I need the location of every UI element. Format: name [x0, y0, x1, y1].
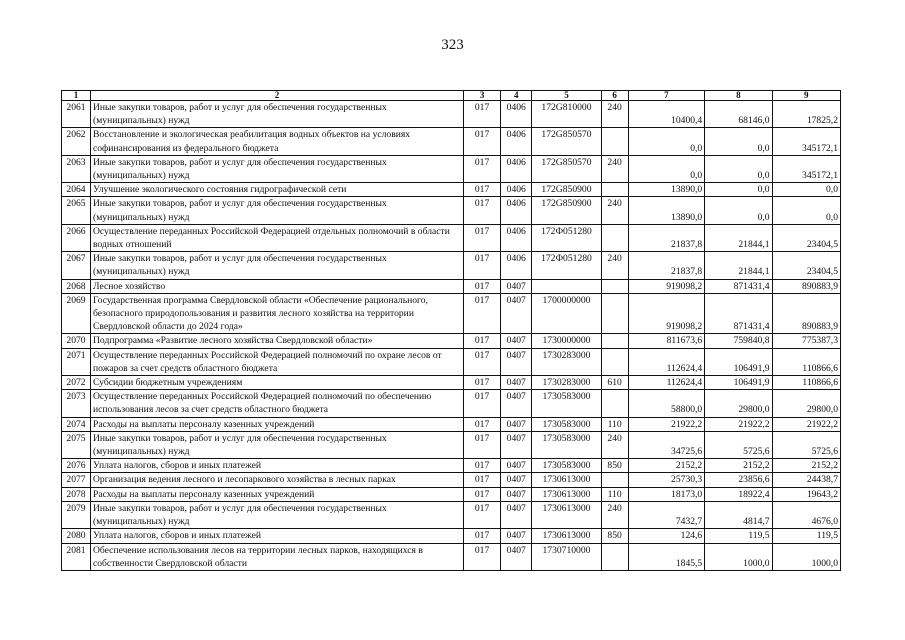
target-article-cell: 1730613000 [532, 529, 601, 543]
target-article-cell: 1730583000 [532, 431, 601, 458]
section-code-cell: 0407 [501, 348, 532, 375]
ministry-code-cell: 017 [463, 390, 500, 417]
amount-cell: 811673,6 [628, 334, 705, 348]
column-header: 5 [532, 91, 601, 101]
ministry-code-cell: 017 [463, 279, 500, 293]
section-code-cell: 0407 [501, 293, 532, 334]
table-row [62, 183, 841, 197]
section-code-cell: 0406 [501, 197, 532, 224]
amount-cell: 0,0 [628, 128, 705, 155]
amount-cell: 23404,5 [772, 224, 840, 251]
row-number-cell: 2061 [62, 101, 91, 128]
row-number-cell: 2063 [62, 155, 91, 182]
amount-cell: 10400,4 [628, 101, 705, 128]
column-header: 9 [772, 91, 840, 101]
section-code-cell: 0407 [501, 543, 532, 570]
ministry-code-cell: 017 [463, 376, 500, 390]
target-article-cell: 1730000000 [532, 334, 601, 348]
amount-cell: 18922,4 [705, 487, 772, 501]
ministry-code-cell: 017 [463, 293, 500, 334]
row-name-cell: Расходы на выплаты персоналу казенных учреждений [91, 487, 464, 501]
amount-cell: 21922,2 [772, 417, 840, 431]
expense-type-cell [601, 543, 628, 570]
row-number-cell: 2075 [62, 431, 91, 458]
amount-cell: 0,0 [772, 183, 840, 197]
expense-type-cell: 240 [601, 101, 628, 128]
section-code-cell: 0406 [501, 101, 532, 128]
table-row [62, 390, 841, 417]
row-number-cell: 2068 [62, 279, 91, 293]
amount-cell: 29800,0 [772, 390, 840, 417]
row-name-cell: Иные закупки товаров, работ и услуг для обеспечения государственных (муниципальных) нужд [91, 197, 464, 224]
amount-cell: 23404,5 [772, 252, 840, 279]
expense-type-cell [601, 473, 628, 487]
row-number-cell: 2071 [62, 348, 91, 375]
amount-cell: 13890,0 [628, 197, 705, 224]
section-code-cell: 0407 [501, 417, 532, 431]
column-header: 3 [463, 91, 500, 101]
amount-cell: 119,5 [772, 529, 840, 543]
amount-cell: 4814,7 [705, 501, 772, 528]
amount-cell: 21837,8 [628, 252, 705, 279]
expense-type-cell: 240 [601, 197, 628, 224]
section-code-cell: 0407 [501, 279, 532, 293]
row-number-cell: 2080 [62, 529, 91, 543]
row-number-cell: 2064 [62, 183, 91, 197]
section-code-cell: 0407 [501, 431, 532, 458]
row-number-cell: 2074 [62, 417, 91, 431]
section-code-cell: 0406 [501, 224, 532, 251]
section-code-cell: 0406 [501, 155, 532, 182]
table-row [62, 487, 841, 501]
ministry-code-cell: 017 [463, 529, 500, 543]
amount-cell: 0,0 [705, 197, 772, 224]
row-number-cell: 2073 [62, 390, 91, 417]
column-header: 4 [501, 91, 532, 101]
target-article-cell: 1730583000 [532, 417, 601, 431]
ministry-code-cell: 017 [463, 459, 500, 473]
amount-cell: 871431,4 [705, 279, 772, 293]
ministry-code-cell: 017 [463, 417, 500, 431]
table-row [62, 529, 841, 543]
row-name-cell: Подпрограмма «Развитие лесного хозяйства Свердловской области» [91, 334, 464, 348]
expense-type-cell [601, 390, 628, 417]
row-name-cell: Уплата налогов, сборов и иных платежей [91, 459, 464, 473]
amount-cell: 1000,0 [705, 543, 772, 570]
amount-cell: 119,5 [705, 529, 772, 543]
amount-cell: 106491,9 [705, 348, 772, 375]
amount-cell: 29800,0 [705, 390, 772, 417]
section-code-cell: 0406 [501, 128, 532, 155]
table-row [62, 293, 841, 334]
amount-cell: 7432,7 [628, 501, 705, 528]
amount-cell: 21844,1 [705, 224, 772, 251]
expense-type-cell: 850 [601, 459, 628, 473]
amount-cell: 58800,0 [628, 390, 705, 417]
amount-cell: 21922,2 [705, 417, 772, 431]
table-body [62, 101, 841, 571]
ministry-code-cell: 017 [463, 543, 500, 570]
ministry-code-cell: 017 [463, 128, 500, 155]
table-row [62, 279, 841, 293]
target-article-cell: 172G850900 [532, 183, 601, 197]
section-code-cell: 0406 [501, 183, 532, 197]
amount-cell: 24438,7 [772, 473, 840, 487]
amount-cell: 25730,3 [628, 473, 705, 487]
amount-cell: 0,0 [705, 128, 772, 155]
amount-cell: 21922,2 [628, 417, 705, 431]
row-name-cell: Уплата налогов, сборов и иных платежей [91, 529, 464, 543]
ministry-code-cell: 017 [463, 501, 500, 528]
row-name-cell: Иные закупки товаров, работ и услуг для обеспечения государственных (муниципальных) нужд [91, 431, 464, 458]
row-name-cell: Расходы на выплаты персоналу казенных учреждений [91, 417, 464, 431]
target-article-cell: 1730613000 [532, 473, 601, 487]
amount-cell: 19643,2 [772, 487, 840, 501]
amount-cell: 21837,8 [628, 224, 705, 251]
target-article-cell: 172G850570 [532, 128, 601, 155]
amount-cell: 17825,2 [772, 101, 840, 128]
ministry-code-cell: 017 [463, 183, 500, 197]
amount-cell: 4676,0 [772, 501, 840, 528]
ministry-code-cell: 017 [463, 431, 500, 458]
column-header: 6 [601, 91, 628, 101]
target-article-cell: 1730283000 [532, 376, 601, 390]
section-code-cell: 0407 [501, 473, 532, 487]
row-name-cell: Осуществление переданных Российской Федерацией отдельных полномочий в области водных отношений [91, 224, 464, 251]
table-header-row [62, 91, 841, 101]
target-article-cell: 1730613000 [532, 501, 601, 528]
amount-cell: 345172,1 [772, 128, 840, 155]
table-row [62, 376, 841, 390]
target-article-cell: 172Ф051280 [532, 224, 601, 251]
section-code-cell: 0406 [501, 252, 532, 279]
row-number-cell: 2076 [62, 459, 91, 473]
row-name-cell: Иные закупки товаров, работ и услуг для обеспечения государственных (муниципальных) нужд [91, 252, 464, 279]
target-article-cell: 1730283000 [532, 348, 601, 375]
expense-type-cell: 240 [601, 501, 628, 528]
target-article-cell: 172Ф051280 [532, 252, 601, 279]
amount-cell: 2152,2 [772, 459, 840, 473]
target-article-cell: 1730583000 [532, 390, 601, 417]
section-code-cell: 0407 [501, 390, 532, 417]
table-row [62, 473, 841, 487]
target-article-cell: 172G810000 [532, 101, 601, 128]
table-row [62, 224, 841, 251]
amount-cell: 775387,3 [772, 334, 840, 348]
expense-type-cell: 110 [601, 487, 628, 501]
amount-cell: 890883,9 [772, 293, 840, 334]
section-code-cell: 0407 [501, 376, 532, 390]
row-number-cell: 2078 [62, 487, 91, 501]
expense-type-cell: 240 [601, 252, 628, 279]
row-number-cell: 2065 [62, 197, 91, 224]
row-name-cell: Иные закупки товаров, работ и услуг для обеспечения государственных (муниципальных) нужд [91, 155, 464, 182]
table-row [62, 128, 841, 155]
row-name-cell: Осуществление переданных Российской Федерацией полномочий по обеспечению использования лесов за счет средств областного бюджета [91, 390, 464, 417]
target-article-cell: 1730613000 [532, 487, 601, 501]
expense-type-cell [601, 224, 628, 251]
column-header: 2 [91, 91, 464, 101]
ministry-code-cell: 017 [463, 487, 500, 501]
target-article-cell: 1730583000 [532, 459, 601, 473]
amount-cell: 890883,9 [772, 279, 840, 293]
amount-cell: 345172,1 [772, 155, 840, 182]
row-name-cell: Иные закупки товаров, работ и услуг для обеспечения государственных (муниципальных) нужд [91, 101, 464, 128]
amount-cell: 18173,0 [628, 487, 705, 501]
target-article-cell: 172G850570 [532, 155, 601, 182]
section-code-cell: 0407 [501, 529, 532, 543]
row-name-cell: Лесное хозяйство [91, 279, 464, 293]
expense-type-cell: 850 [601, 529, 628, 543]
table-row [62, 334, 841, 348]
amount-cell: 759840,8 [705, 334, 772, 348]
amount-cell: 919098,2 [628, 279, 705, 293]
amount-cell: 0,0 [772, 197, 840, 224]
expense-type-cell [601, 348, 628, 375]
amount-cell: 124,6 [628, 529, 705, 543]
row-name-cell: Осуществление переданных Российской Федерацией полномочий по охране лесов от пожаров за счет средств областного бюджета [91, 348, 464, 375]
table-row [62, 348, 841, 375]
section-code-cell: 0407 [501, 501, 532, 528]
row-name-cell: Улучшение экологического состояния гидрографической сети [91, 183, 464, 197]
amount-cell: 110866,6 [772, 348, 840, 375]
expense-type-cell: 110 [601, 417, 628, 431]
amount-cell: 0,0 [628, 155, 705, 182]
amount-cell: 112624,4 [628, 348, 705, 375]
table-row [62, 417, 841, 431]
section-code-cell: 0407 [501, 459, 532, 473]
amount-cell: 23856,6 [705, 473, 772, 487]
target-article-cell: 1700000000 [532, 293, 601, 334]
amount-cell: 5725,6 [705, 431, 772, 458]
table-row [62, 101, 841, 128]
row-number-cell: 2081 [62, 543, 91, 570]
expense-type-cell [601, 183, 628, 197]
amount-cell: 112624,4 [628, 376, 705, 390]
target-article-cell: 172G850900 [532, 197, 601, 224]
amount-cell: 21844,1 [705, 252, 772, 279]
table-row [62, 431, 841, 458]
row-name-cell: Иные закупки товаров, работ и услуг для обеспечения государственных (муниципальных) нужд [91, 501, 464, 528]
amount-cell: 0,0 [705, 183, 772, 197]
amount-cell: 919098,2 [628, 293, 705, 334]
amount-cell: 2152,2 [628, 459, 705, 473]
expense-type-cell [601, 128, 628, 155]
row-name-cell: Субсидии бюджетным учреждениям [91, 376, 464, 390]
column-header: 8 [705, 91, 772, 101]
table-row [62, 155, 841, 182]
amount-cell: 2152,2 [705, 459, 772, 473]
budget-table [61, 90, 841, 571]
expense-type-cell: 240 [601, 431, 628, 458]
row-name-cell: Обеспечение использования лесов на территории лесных парков, находящихся в собственности Свердловской области [91, 543, 464, 570]
ministry-code-cell: 017 [463, 197, 500, 224]
row-name-cell: Государственная программа Свердловской области «Обеспечение рационального, безопасного природопользования и развития лесного хозяйства на территории Свердловской области до 2024 года» [91, 293, 464, 334]
amount-cell: 68146,0 [705, 101, 772, 128]
ministry-code-cell: 017 [463, 473, 500, 487]
amount-cell: 1000,0 [772, 543, 840, 570]
expense-type-cell: 240 [601, 155, 628, 182]
ministry-code-cell: 017 [463, 101, 500, 128]
table-row [62, 459, 841, 473]
table-row [62, 543, 841, 570]
ministry-code-cell: 017 [463, 224, 500, 251]
row-name-cell: Организация ведения лесного и лесопаркового хозяйства в лесных парках [91, 473, 464, 487]
target-article-cell: 1730710000 [532, 543, 601, 570]
ministry-code-cell: 017 [463, 348, 500, 375]
row-number-cell: 2066 [62, 224, 91, 251]
row-name-cell: Восстановление и экологическая реабилитация водных объектов на условиях софинансирования из федерального бюджета [91, 128, 464, 155]
row-number-cell: 2070 [62, 334, 91, 348]
expense-type-cell [601, 279, 628, 293]
amount-cell: 110866,6 [772, 376, 840, 390]
amount-cell: 1845,5 [628, 543, 705, 570]
amount-cell: 13890,0 [628, 183, 705, 197]
expense-type-cell [601, 334, 628, 348]
row-number-cell: 2067 [62, 252, 91, 279]
row-number-cell: 2062 [62, 128, 91, 155]
amount-cell: 0,0 [705, 155, 772, 182]
table-row [62, 501, 841, 528]
ministry-code-cell: 017 [463, 155, 500, 182]
table-row [62, 197, 841, 224]
target-article-cell [532, 279, 601, 293]
table-row [62, 252, 841, 279]
amount-cell: 871431,4 [705, 293, 772, 334]
row-number-cell: 2072 [62, 376, 91, 390]
expense-type-cell: 610 [601, 376, 628, 390]
amount-cell: 5725,6 [772, 431, 840, 458]
section-code-cell: 0407 [501, 334, 532, 348]
page-number: 323 [441, 37, 464, 53]
row-number-cell: 2069 [62, 293, 91, 334]
amount-cell: 106491,9 [705, 376, 772, 390]
ministry-code-cell: 017 [463, 334, 500, 348]
column-header: 7 [628, 91, 705, 101]
row-number-cell: 2079 [62, 501, 91, 528]
section-code-cell: 0407 [501, 487, 532, 501]
column-header: 1 [62, 91, 91, 101]
ministry-code-cell: 017 [463, 252, 500, 279]
row-number-cell: 2077 [62, 473, 91, 487]
amount-cell: 34725,6 [628, 431, 705, 458]
expense-type-cell [601, 293, 628, 334]
